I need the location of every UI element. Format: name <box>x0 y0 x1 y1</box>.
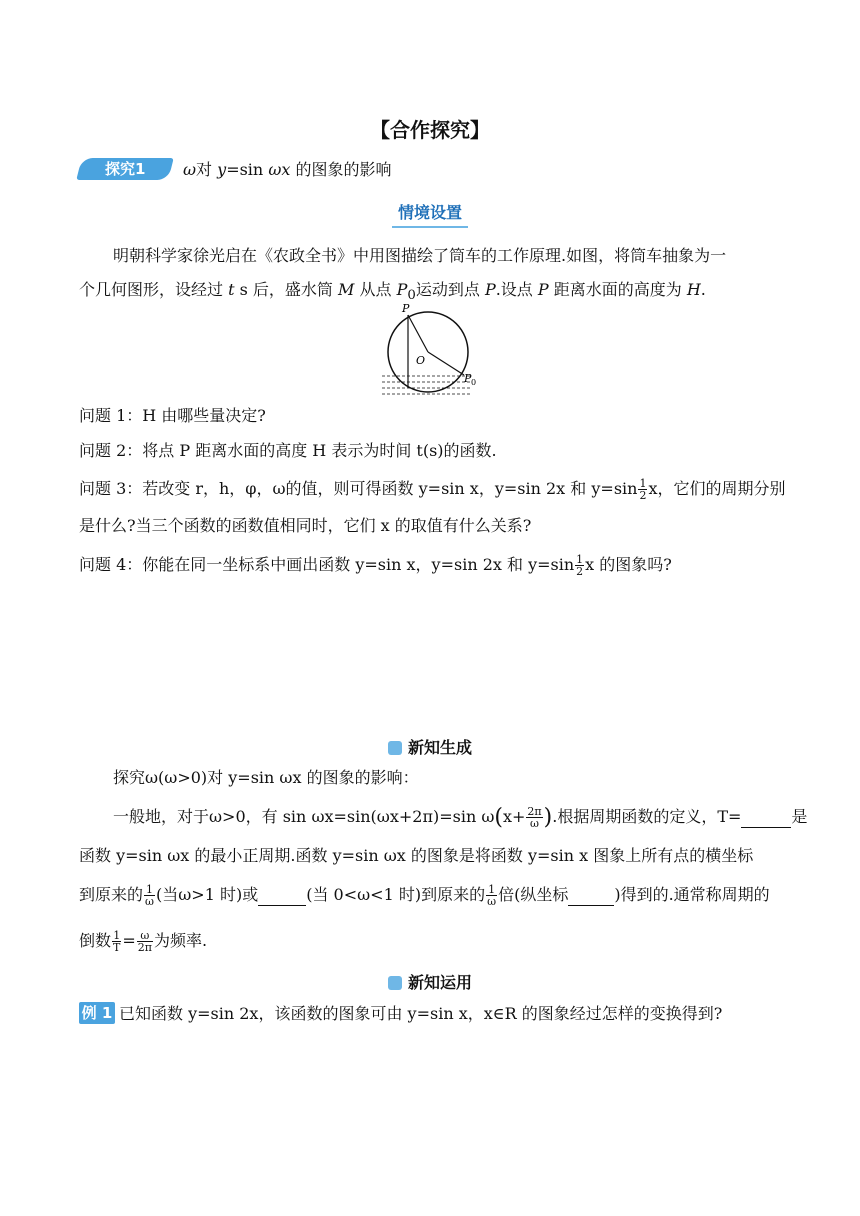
puzzle-icon-2 <box>388 976 402 990</box>
new-knowledge-line-1: 探究ω(ω>0)对 y=sin ωx 的图象的影响： <box>113 768 419 787</box>
question-2: 问题 2：将点 P 距离水面的高度 H 表示为时间 t(s)的函数. <box>79 441 497 460</box>
fraction-2pi-omega: $\frac{2\pi}{\omega}$ <box>527 805 542 830</box>
new-knowledge-line-5: 倒数 $\frac{1}{T}$ = $\frac{\omega}{2\pi}$ 为频率. <box>79 929 208 954</box>
section-new-knowledge-heading: 新知生成 <box>0 735 860 758</box>
example-text: 已知函数 y=sin 2x，该函数的图象可由 y=sin x，x∈R 的图象经过怎样的变换得到? <box>119 1004 723 1023</box>
example-label: 例 1 <box>79 1002 115 1024</box>
new-knowledge-line-3: 函数 y=sin ωx 的最小正周期.函数 y=sin ωx 的图象是将函数 y=sin x 图象上所有点的横坐标 <box>79 846 754 865</box>
fraction-1-omega: $\frac{1}{\omega}$ <box>145 883 154 908</box>
label-p: P <box>402 302 410 315</box>
section-application-heading: 新知运用 <box>0 970 860 993</box>
question-3-line-2: 是什么?当三个函数的函数值相同时，它们 x 的取值有什么关系? <box>79 516 532 535</box>
puzzle-icon <box>388 741 402 755</box>
question-4: 问题 4：你能在同一坐标系中画出函数 y=sin x，y=sin 2x 和 y=sin $\frac{1}{2}$ x 的图象吗? <box>79 553 672 578</box>
label-p0: P <box>464 372 472 385</box>
new-knowledge-line-4: 到原来的 $\frac{1}{\omega}$ (当ω>1 时)或 (当 0<ω<1 时)到原来的 $\frac{1}{\omega}$ 倍(纵坐标 )得到的.通常称周期的 <box>79 883 770 908</box>
intro-line-1: 明朝科学家徐光启在《农政全书》中用图描绘了筒车的工作原理.如图，将筒车抽象为一 <box>113 246 727 265</box>
label-p0-sub: 0 <box>471 378 477 387</box>
section-situation-heading: 情境设置 <box>0 200 860 228</box>
new-knowledge-line-2: 一般地，对于ω>0，有 sin ωx=sin(ωx+2π)=sin ω(x+ $\frac{2\pi}{\omega}$ ).根据周期函数的定义，T= 是 <box>113 805 808 830</box>
intro-line-2: 个几何图形，设经过 t s 后，盛水筒 M 从点 $P_0$运动到点 P.设点 P 距离水面的高度为 H. <box>79 280 706 304</box>
exploration-tag: 探究1 <box>76 158 173 180</box>
exploration-heading: ω对 y=sin ωx 的图象的影响 <box>183 160 392 179</box>
fraction-half-2: $\frac{1}{2}$ <box>576 553 584 578</box>
fraction-1-T: $\frac{1}{T}$ <box>113 929 121 954</box>
fraction-omega-2pi: $\frac{\omega}{2\pi}$ <box>137 929 152 954</box>
question-3-line-1: 问题 3：若改变 r，h，φ，ω的值，则可得函数 y=sin x，y=sin 2x 和 y=sin $\frac{1}{2}$ x，它们的周期分别 <box>79 477 786 502</box>
water-wheel-figure <box>380 302 480 402</box>
fraction-half: $\frac{1}{2}$ <box>639 477 647 502</box>
question-1: 问题 1：H 由哪些量决定? <box>79 406 266 425</box>
fraction-1-omega-2: $\frac{1}{\omega}$ <box>487 883 497 908</box>
page-title: 【合作探究】 <box>370 118 490 142</box>
label-o: O <box>416 354 426 367</box>
